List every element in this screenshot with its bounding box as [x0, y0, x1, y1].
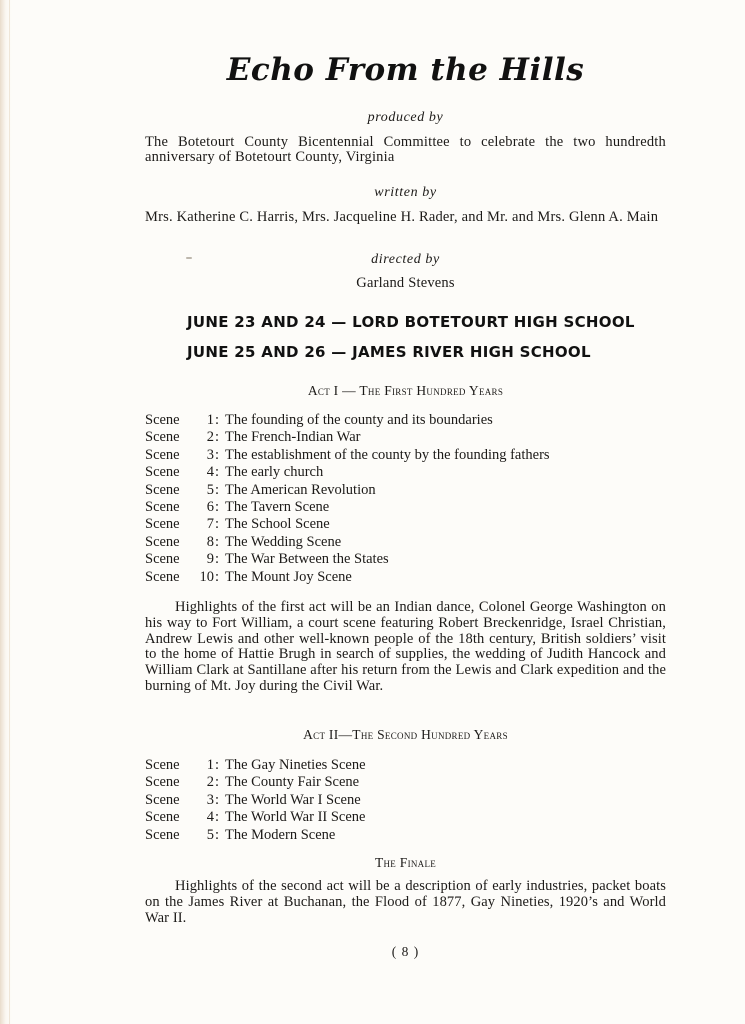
scene-title: The early church [225, 464, 324, 481]
scene-colon: : [215, 498, 220, 515]
scene-title: The War Between the States [225, 551, 389, 568]
scene-title: The Modern Scene [225, 826, 336, 843]
scene-row [145, 499, 666, 516]
scene-number: 4 [206, 809, 214, 826]
scene-label: Scene [145, 446, 180, 463]
scene-title: The Tavern Scene [225, 498, 330, 515]
scene-row [145, 429, 666, 446]
scene-row [145, 809, 666, 826]
scene-colon: : [215, 429, 220, 446]
scene-title: The Mount Joy Scene [225, 568, 352, 585]
scene-row [145, 534, 666, 551]
scene-title: The Wedding Scene [225, 533, 342, 550]
scene-label: Scene [145, 757, 180, 773]
scene-row [145, 827, 666, 844]
scene-label: Scene [145, 551, 180, 568]
scene-colon: : [215, 826, 220, 843]
scene-title: The World War II Scene [225, 809, 366, 826]
scene-label: Scene [145, 516, 180, 533]
produced-by-label: produced by [367, 110, 444, 125]
directed-by-label: directed by [371, 252, 440, 267]
scene-label: Scene [145, 568, 180, 585]
scene-number: 3 [206, 446, 214, 463]
finale-highlights-paragraph: Highlights of the second act will be a description of early industries, packet boats on the James River at Buchanan, the Flood of 1877, Gay Nineties, 1920’s and World War II. [145, 878, 666, 926]
performance-date-1: JUNE 23 AND 24 — LORD BOTETOURT HIGH SCHOOL [187, 313, 635, 331]
scene-row [145, 464, 666, 481]
scene-colon: : [215, 774, 220, 791]
scene-colon: : [215, 533, 220, 550]
scene-colon: : [215, 481, 220, 498]
directed-by-text: Garland Stevens [356, 275, 455, 291]
scene-title: The Gay Nineties Scene [225, 757, 366, 773]
scene-number: 10 [199, 568, 214, 585]
page-binding-edge [0, 0, 12, 1024]
scene-title: The World War I Scene [225, 791, 361, 808]
scene-row [145, 551, 666, 568]
scene-title: The French-Indian War [225, 429, 361, 446]
scene-colon: : [215, 791, 220, 808]
written-by-label: written by [374, 185, 437, 200]
scene-number: 1 [206, 412, 214, 428]
scene-colon: : [215, 568, 220, 585]
scene-label: Scene [145, 791, 180, 808]
page-edge-line [9, 0, 10, 1024]
scene-label: Scene [145, 412, 180, 428]
scene-colon: : [215, 446, 220, 463]
scene-number: 6 [206, 498, 214, 515]
page-number: ( 8 ) [391, 944, 420, 959]
scene-colon: : [215, 551, 220, 568]
scene-number: 3 [206, 791, 214, 808]
scene-label: Scene [145, 498, 180, 515]
scene-number: 2 [206, 774, 214, 791]
scene-colon: : [215, 412, 220, 428]
scene-colon: : [215, 516, 220, 533]
scene-row [145, 447, 666, 464]
scene-row [145, 792, 666, 809]
scene-number: 9 [206, 551, 214, 568]
act1-scene-list [145, 412, 666, 586]
scene-colon: : [215, 464, 220, 481]
scene-number: 1 [206, 757, 214, 773]
produced-by-text: The Botetourt County Bicentennial Committee to celebrate the two hundredth anniversary of Botetourt County, Virginia [145, 134, 666, 165]
written-by-text: Mrs. Katherine C. Harris, Mrs. Jacqueline H. Rader, and Mr. and Mrs. Glenn A. Main [145, 209, 659, 225]
scene-label: Scene [145, 809, 180, 826]
scene-title: The founding of the county and its boundaries [225, 412, 493, 428]
scene-row [145, 757, 666, 774]
act1-heading: Act I — The First Hundred Years [307, 383, 504, 398]
scene-number: 2 [206, 429, 214, 446]
scene-colon: : [215, 809, 220, 826]
scene-number: 5 [206, 481, 214, 498]
scene-number: 5 [206, 826, 214, 843]
page-title: Echo From the Hills [226, 52, 585, 88]
scene-label: Scene [145, 533, 180, 550]
scene-title: The School Scene [225, 516, 330, 533]
performance-date-2: JUNE 25 AND 26 — JAMES RIVER HIGH SCHOOL [187, 343, 591, 361]
scene-number: 4 [206, 464, 214, 481]
scene-row [145, 774, 666, 791]
act2-scene-list [145, 757, 666, 844]
act2-heading: Act II—The Second Hundred Years [303, 727, 508, 742]
scene-label: Scene [145, 774, 180, 791]
scene-title: The County Fair Scene [225, 774, 360, 791]
scene-label: Scene [145, 464, 180, 481]
scene-title: The establishment of the county by the founding fathers [225, 446, 550, 463]
scene-number: 8 [206, 533, 214, 550]
scene-number: 7 [206, 516, 214, 533]
scene-label: Scene [145, 481, 180, 498]
scene-label: Scene [145, 826, 180, 843]
scene-row [145, 482, 666, 499]
scene-row [145, 569, 666, 586]
act1-highlights-paragraph: Highlights of the first act will be an Indian dance, Colonel George Washington on his way to Fort William, a court scene featuring Robert Breckenridge, Israel Christian, Andrew Lewis and other well-known people of the 18th century, British soldiers’ visit to the home of Hattie Brugh in search of supplies, the wedding of Judith Hancock and William Clark at Santillane after his return from the Lewis and Clark expedition and the burning of Mt. Joy during the Civil War. [145, 599, 666, 694]
scene-title: The American Revolution [225, 481, 376, 498]
scene-colon: : [215, 757, 220, 773]
scene-row [145, 516, 666, 533]
scene-label: Scene [145, 429, 180, 446]
scene-row [145, 412, 666, 429]
finale-heading: The Finale [374, 855, 437, 870]
